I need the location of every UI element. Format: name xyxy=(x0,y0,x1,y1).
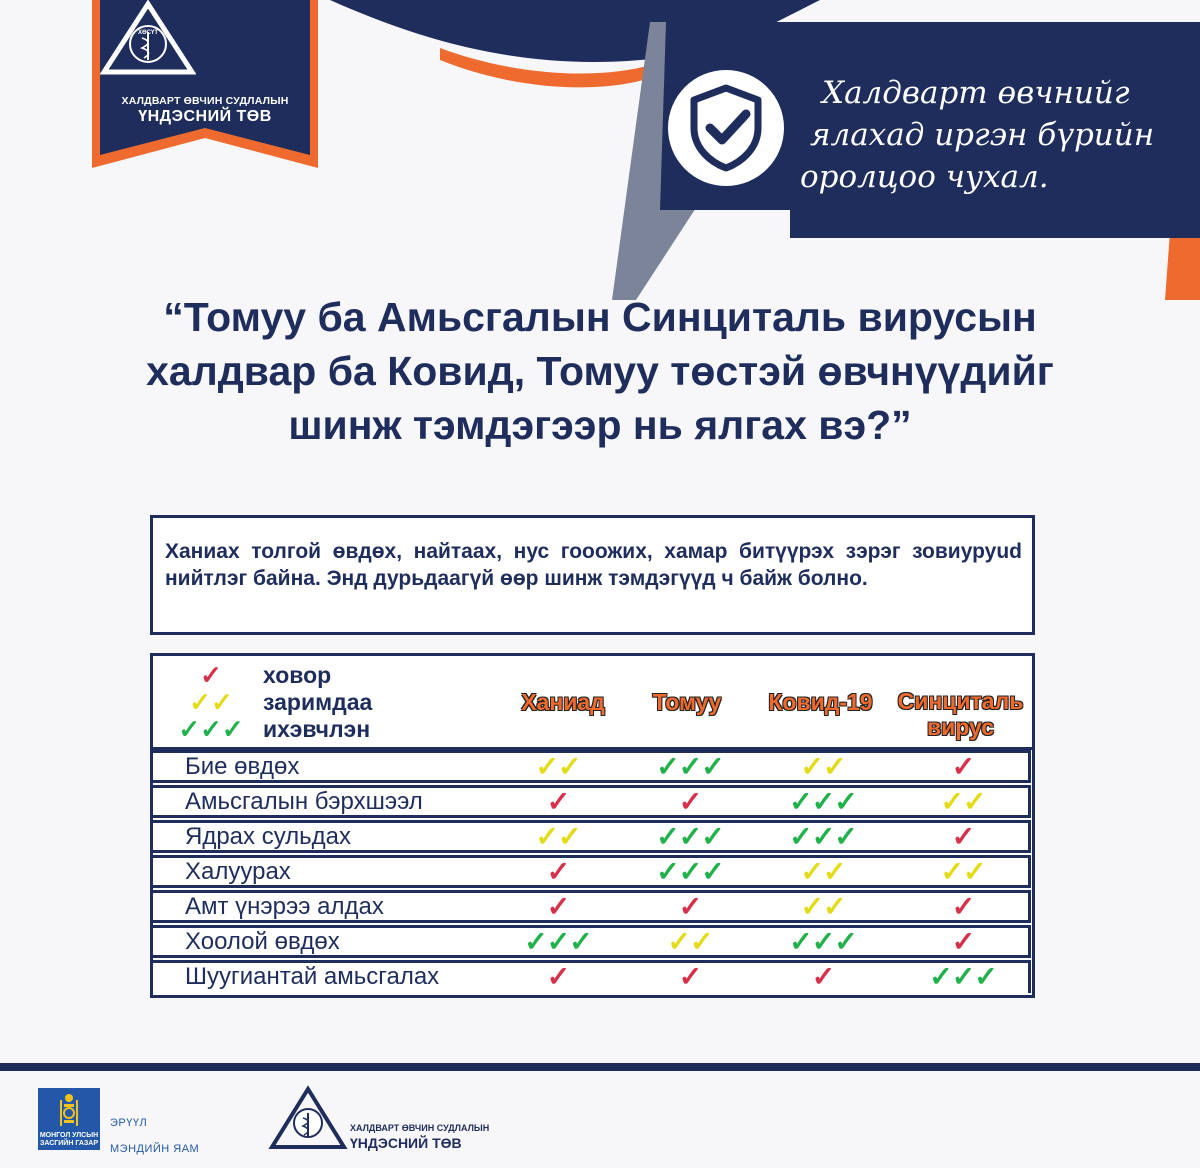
table-row xyxy=(153,960,1032,995)
legend-row-often xyxy=(153,715,403,743)
legend-row-sometimes xyxy=(153,688,403,716)
check-icon: ✓ xyxy=(951,891,975,922)
slogan-line: оролцоо чухал. xyxy=(800,159,1049,195)
soyombo-icon xyxy=(38,1088,100,1132)
shield-check-icon xyxy=(666,68,786,188)
check-icon: ✓✓ xyxy=(940,856,986,887)
legend-label: заримдаа xyxy=(263,689,373,715)
triangle-caduceus-icon xyxy=(100,0,196,76)
symptom-label: Амьсгалын бэрхшээл xyxy=(185,788,423,815)
check-icon: ✓ xyxy=(546,856,570,887)
check-icon: ✓ xyxy=(678,891,702,922)
table-row xyxy=(153,855,1032,890)
emblem-text: МОНГОЛ УЛСЫН xyxy=(39,1132,99,1139)
column-header: Томуу xyxy=(652,689,722,715)
legend-label: ховор xyxy=(263,662,332,688)
ministry-name-line1: ЭРҮҮЛ xyxy=(110,1117,148,1129)
check-icon: ✓✓✓ xyxy=(524,926,592,957)
title-line: “Томуу ба Амьсгалын Синциталь вирусын xyxy=(163,294,1037,340)
check-icon: ✓ xyxy=(951,751,975,782)
check-icon: ✓✓✓ xyxy=(789,786,857,817)
triangle-caduceus-icon xyxy=(268,1085,348,1151)
ministry-name-line2: МЭНДИЙН ЯАМ xyxy=(110,1143,200,1155)
check-icon: ✓ xyxy=(546,786,570,817)
org-logo xyxy=(100,0,310,160)
check-icon: ✓ xyxy=(200,660,222,690)
title-line: халдвар ба Ковид, Томуу төстэй өвчнүүдийг xyxy=(146,348,1054,394)
check-icon: ✓✓ xyxy=(800,856,846,887)
government-emblem xyxy=(38,1088,100,1150)
check-icon: ✓ xyxy=(678,961,702,992)
column-header: Синциталь вирус xyxy=(897,688,1024,740)
table-header xyxy=(153,656,1032,750)
check-icon: ✓ xyxy=(678,786,702,817)
table-row xyxy=(153,890,1032,925)
check-icon: ✓✓✓ xyxy=(789,926,857,957)
symptom-table xyxy=(150,653,1035,998)
footer-org-name-line1: ХАЛДВАРТ ӨВЧИН СУДЛАЛЫН xyxy=(350,1123,490,1133)
check-icon: ✓✓✓ xyxy=(656,821,724,852)
check-icon: ✓✓✓ xyxy=(656,751,724,782)
table-row xyxy=(153,750,1032,785)
slogan-line: Халдварт өвчнийг xyxy=(822,75,1130,111)
check-icon: ✓✓ xyxy=(189,687,233,717)
check-icon: ✓✓ xyxy=(800,891,846,922)
top-banner xyxy=(0,0,1200,300)
symptom-label: Амт үнэрээ алдах xyxy=(185,893,384,920)
check-icon: ✓✓ xyxy=(940,786,986,817)
check-icon: ✓✓✓ xyxy=(929,961,997,992)
check-icon: ✓✓✓ xyxy=(789,821,857,852)
column-header: Ханиад xyxy=(521,689,605,715)
org-name-line1: ХАЛДВАРТ ӨВЧИН СУДЛАЛЫН xyxy=(121,95,289,107)
symptom-label: Хоолой өвдөх xyxy=(185,928,340,955)
note-box xyxy=(150,515,1035,635)
check-icon: ✓ xyxy=(811,961,835,992)
slogan xyxy=(800,72,1180,198)
column-header: Ковид-19 xyxy=(768,689,873,715)
check-icon: ✓ xyxy=(546,961,570,992)
page-title xyxy=(80,290,1120,452)
symptom-label: Ядрах сульдах xyxy=(185,823,352,850)
check-icon: ✓✓ xyxy=(667,926,713,957)
check-icon: ✓ xyxy=(951,821,975,852)
symptom-label: Бие өвдөх xyxy=(185,753,300,780)
symptom-label: Халуурах xyxy=(185,858,291,885)
check-icon: ✓✓ xyxy=(535,751,581,782)
check-icon: ✓ xyxy=(951,926,975,957)
table-row xyxy=(153,925,1032,960)
footer-divider xyxy=(0,1063,1200,1071)
table-row xyxy=(153,820,1032,855)
check-icon: ✓✓ xyxy=(535,821,581,852)
slogan-line: ялахад иргэн бүрийн xyxy=(810,117,1155,153)
table-row xyxy=(153,785,1032,820)
check-icon: ✓✓✓ xyxy=(178,714,244,744)
title-line: шинж тэмдэгээр нь ялгах вэ?” xyxy=(288,402,912,448)
check-icon: ✓✓ xyxy=(800,751,846,782)
emblem-text: ЗАСГИЙН ГАЗАР xyxy=(39,1140,99,1147)
note-text: Ханиах толгой өвдөх, найтаах, нус гооожих, хамар битүүрэх зэрэг зовиуруud нийтлэг байна. Энд дурьдаагүй өөр шинж тэмдэгүүд ч байж болно. xyxy=(165,540,1022,590)
symptom-label: Шуугиантай амьсгалах xyxy=(185,963,440,990)
footer-org-name-line2: ҮНДЭСНИЙ ТӨВ xyxy=(350,1135,462,1151)
legend-label: ихэвчлэн xyxy=(263,716,371,742)
logo-abbrev: ХӨСҮТ xyxy=(137,30,159,36)
check-icon: ✓ xyxy=(546,891,570,922)
legend-row-rare xyxy=(153,661,403,689)
org-name-line2: ҮНДЭСНИЙ ТӨВ xyxy=(138,108,272,125)
check-icon: ✓✓✓ xyxy=(656,856,724,887)
